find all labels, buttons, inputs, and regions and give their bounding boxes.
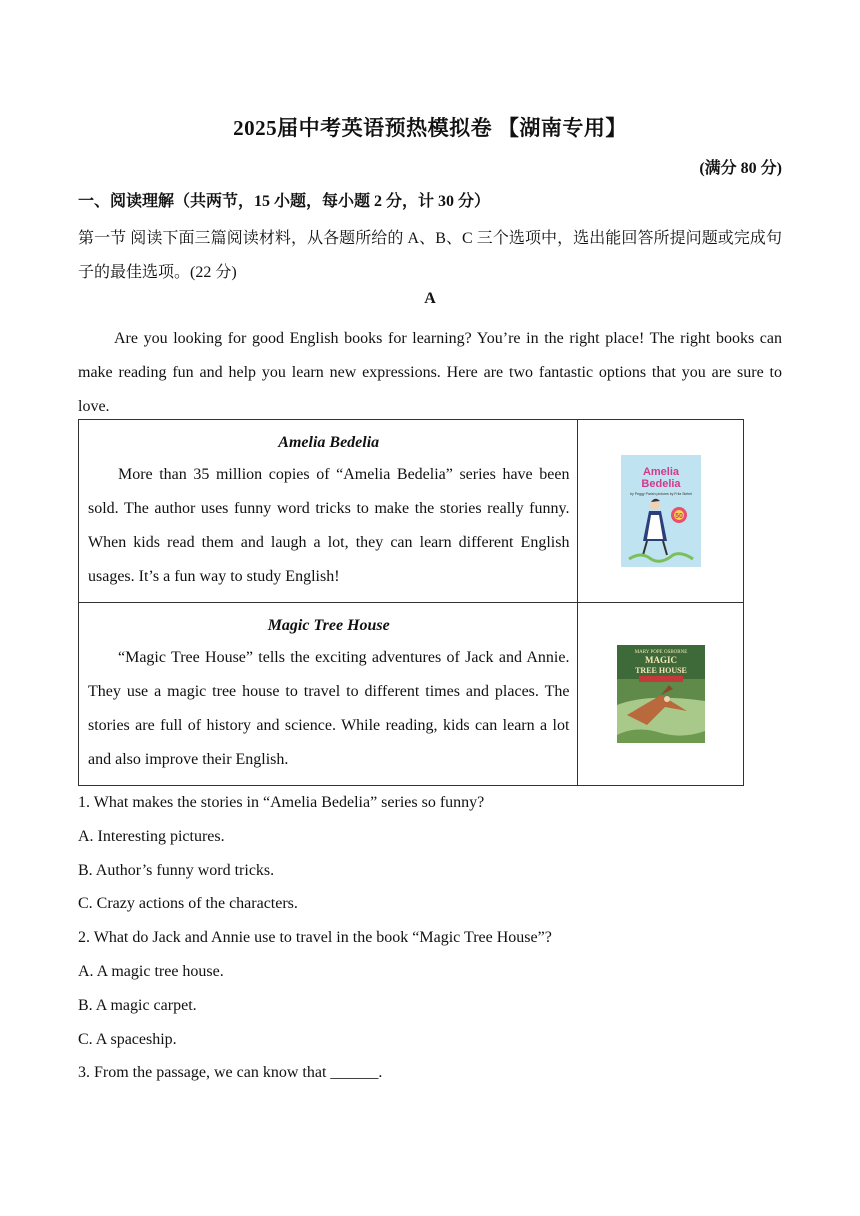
cover-title-2: Bedelia (641, 478, 681, 490)
book-title: Amelia Bedelia (278, 434, 380, 451)
question-stem: 3. From the passage, we can know that ______. (78, 1064, 383, 1082)
question-stem: 2. What do Jack and Annie use to travel in the book “Magic Tree House”? (78, 929, 552, 947)
question-option: A. A magic tree house. (78, 962, 224, 980)
amelia-bedelia-cover-image (621, 455, 701, 567)
total-score: (满分 80 分) (699, 160, 782, 177)
question-stem: 1. What makes the stories in “Amelia Bedelia” series so funny? (78, 794, 485, 811)
svg-text:50: 50 (674, 513, 683, 520)
question-option: B. Author’s funny word tricks. (78, 861, 275, 879)
cover-credits: by Peggy Parish pictures by Fritz Siebel (629, 492, 692, 496)
book-row-amelia (79, 420, 744, 603)
passage-label: A (424, 290, 436, 307)
cover-title-1: Amelia (642, 466, 679, 478)
section-heading: 一、阅读理解（共两节，15 小题，每小题 2 分，计 30 分） (78, 193, 491, 210)
cover-author: MARY POPE OSBORNE (634, 650, 688, 655)
cover-title-2: TREE HOUSE (634, 666, 687, 675)
book-description: “Magic Tree House” tells the exciting adventures of Jack and Annie. They use a magic tree house to travel to different times and places. The stories are full of history and science. While reading, kids can learn a lot and also improve their English. (88, 649, 570, 768)
book-cover-cell (578, 420, 744, 603)
question-option: B. A magic carpet. (78, 996, 197, 1014)
book-text-cell (79, 603, 578, 786)
book-description: More than 35 million copies of “Amelia Bedelia” series have been sold. The author uses funny word tricks to make the stories really funny. When kids read them and laugh a lot, they can learn different English usages. It’s a fun way to study English! (88, 466, 570, 585)
passage-intro: Are you looking for good English books for learning? You’re in the right place! The right books can make reading fun and help you learn new expressions. Here are two fantastic options that you are sure to love. (78, 330, 782, 415)
question-option: A. Interesting pictures. (78, 827, 225, 845)
question-option: C. Crazy actions of the characters. (78, 895, 298, 913)
page-title: 2025届中考英语预热模拟卷 【湖南专用】 (233, 116, 627, 140)
section-instruction: 第一节 阅读下面三篇阅读材料，从各题所给的 A、B、C 三个选项中，选出能回答所提问题或完成句子的最佳选项。(22 分) (78, 230, 782, 281)
books-table (78, 419, 744, 786)
book-text-cell (79, 420, 578, 603)
magic-tree-house-cover-image (617, 645, 705, 743)
book-cover-cell (578, 603, 744, 786)
cover-title-1: MAGIC (644, 655, 677, 665)
book-row-magic-tree-house (79, 603, 744, 786)
question-option: C. A spaceship. (78, 1030, 177, 1048)
book-title: Magic Tree House (267, 617, 390, 634)
question-list (78, 786, 782, 1090)
